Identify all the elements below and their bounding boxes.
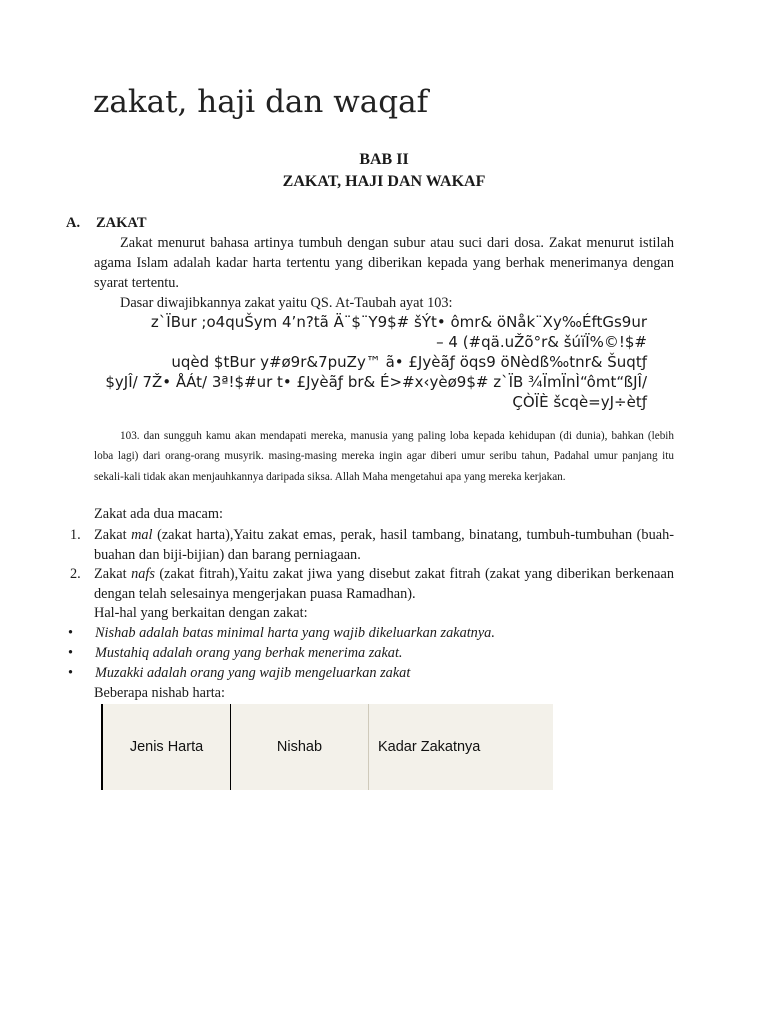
bullet-icon: • xyxy=(68,625,74,641)
bullet-item-nishab xyxy=(68,625,495,642)
arabic-verse-line: $yJÎ/ 7Ž• ÅÁt/ 3ª!$#ur t• £Jyèãƒ br& É>#x‹yèø9$# z`ÏB ¾ÏmÏnÌ“ômt“ßJÎ/ xyxy=(105,373,647,391)
bullet-item-muzakki xyxy=(68,665,410,682)
dasar-line: Dasar diwajibkannya zakat yaitu QS. At-Taubah ayat 103: xyxy=(120,295,453,311)
list-item-zakat-mal xyxy=(70,526,674,566)
item-term: mal xyxy=(131,527,153,543)
nishab-intro: Beberapa nishab harta: xyxy=(94,685,225,701)
section-number: A. xyxy=(66,215,81,231)
bullet-item-mustahiq xyxy=(68,645,403,662)
section-heading-zakat xyxy=(66,215,147,232)
section-title: ZAKAT xyxy=(96,215,147,231)
bullet-text: Mustahiq adalah orang yang berhak menerima zakat. xyxy=(95,645,403,661)
intro-paragraph: Zakat menurut bahasa artinya tumbuh dengan subur atau suci dari dosa. Zakat menurut istilah agama Islam adalah kadar harta tertentu yang diberikan kepada yang berhak menerimanya dengan syarat tertentu. xyxy=(94,235,674,291)
item-term: nafs xyxy=(131,566,155,582)
item-text: Zakat xyxy=(94,527,132,543)
arabic-verse-line: ÇÒÏÈ šcqè=yJ÷ètƒ xyxy=(512,393,647,411)
bullet-text: Muzakki adalah orang yang wajib mengeluarkan zakat xyxy=(95,665,411,681)
arabic-verse-line: z`ÏBur ;o4quŠym 4’n?tã Ä¨$¨Y9$# šÝt• ômr& öNåk¨Xy‰ÉftGs9ur xyxy=(150,313,647,331)
table-header-kadar-zakat: Kadar Zakatnya xyxy=(378,739,481,755)
bullet-icon: • xyxy=(68,665,74,681)
table-header-nishab: Nishab xyxy=(231,704,369,790)
bullet-text: Nishab adalah batas minimal harta yang wajib dikeluarkan zakatnya. xyxy=(95,625,495,641)
list-marker: 2. xyxy=(70,566,81,582)
item-text: Zakat xyxy=(94,566,132,582)
list-marker: 1. xyxy=(70,527,81,543)
verse-translation: 103. dan sungguh kamu akan mendapati mereka, manusia yang paling loba kepada kehidupan (di dunia), bahkan (lebih loba lagi) dari orang-orang musyrik. masing-masing mereka ingin agar diberi umur seribu tahun, Padahal umur panjang itu sekali-kali tidak akan menjauhkannya daripada siksa. Allah Maha mengetahui apa yang mereka kerjakan. xyxy=(94,430,674,483)
arabic-verse-line: uqèd $tBur y#ø9r&7puZy™ ã• £Jyèãƒ öqs9 öNèdß‰tnr& Šuqtƒ xyxy=(171,353,647,371)
document-title: zakat, haji dan waqaf xyxy=(93,84,429,120)
item-text: (zakat fitrah),Yaitu zakat jiwa yang disebut zakat fitrah (zakat yang diberikan berkenaan dengan telah selesainya mengerjakan puasa Ramadhan). xyxy=(94,566,674,602)
list-item-zakat-nafs xyxy=(70,565,674,605)
chapter-title: ZAKAT, HAJI DAN WAKAF xyxy=(282,173,486,190)
table-header-jenis-harta: Jenis Harta xyxy=(103,704,231,790)
item-text: (zakat harta),Yaitu zakat emas, perak, hasil tambang, binatang, tumbuh-tumbuhan (buah-buahan dan biji-bijian) dan barang perniagaan. xyxy=(94,527,674,563)
nishab-table xyxy=(101,704,553,790)
arabic-verse-line: – 4 (#qä.uŽõ°r& šúïÏ%©!$# xyxy=(436,333,647,351)
bullet-icon: • xyxy=(68,645,74,661)
related-intro: Hal-hal yang berkaitan dengan zakat: xyxy=(94,605,308,621)
zakat-types-intro: Zakat ada dua macam: xyxy=(94,506,224,522)
chapter-label: BAB II xyxy=(359,151,409,168)
